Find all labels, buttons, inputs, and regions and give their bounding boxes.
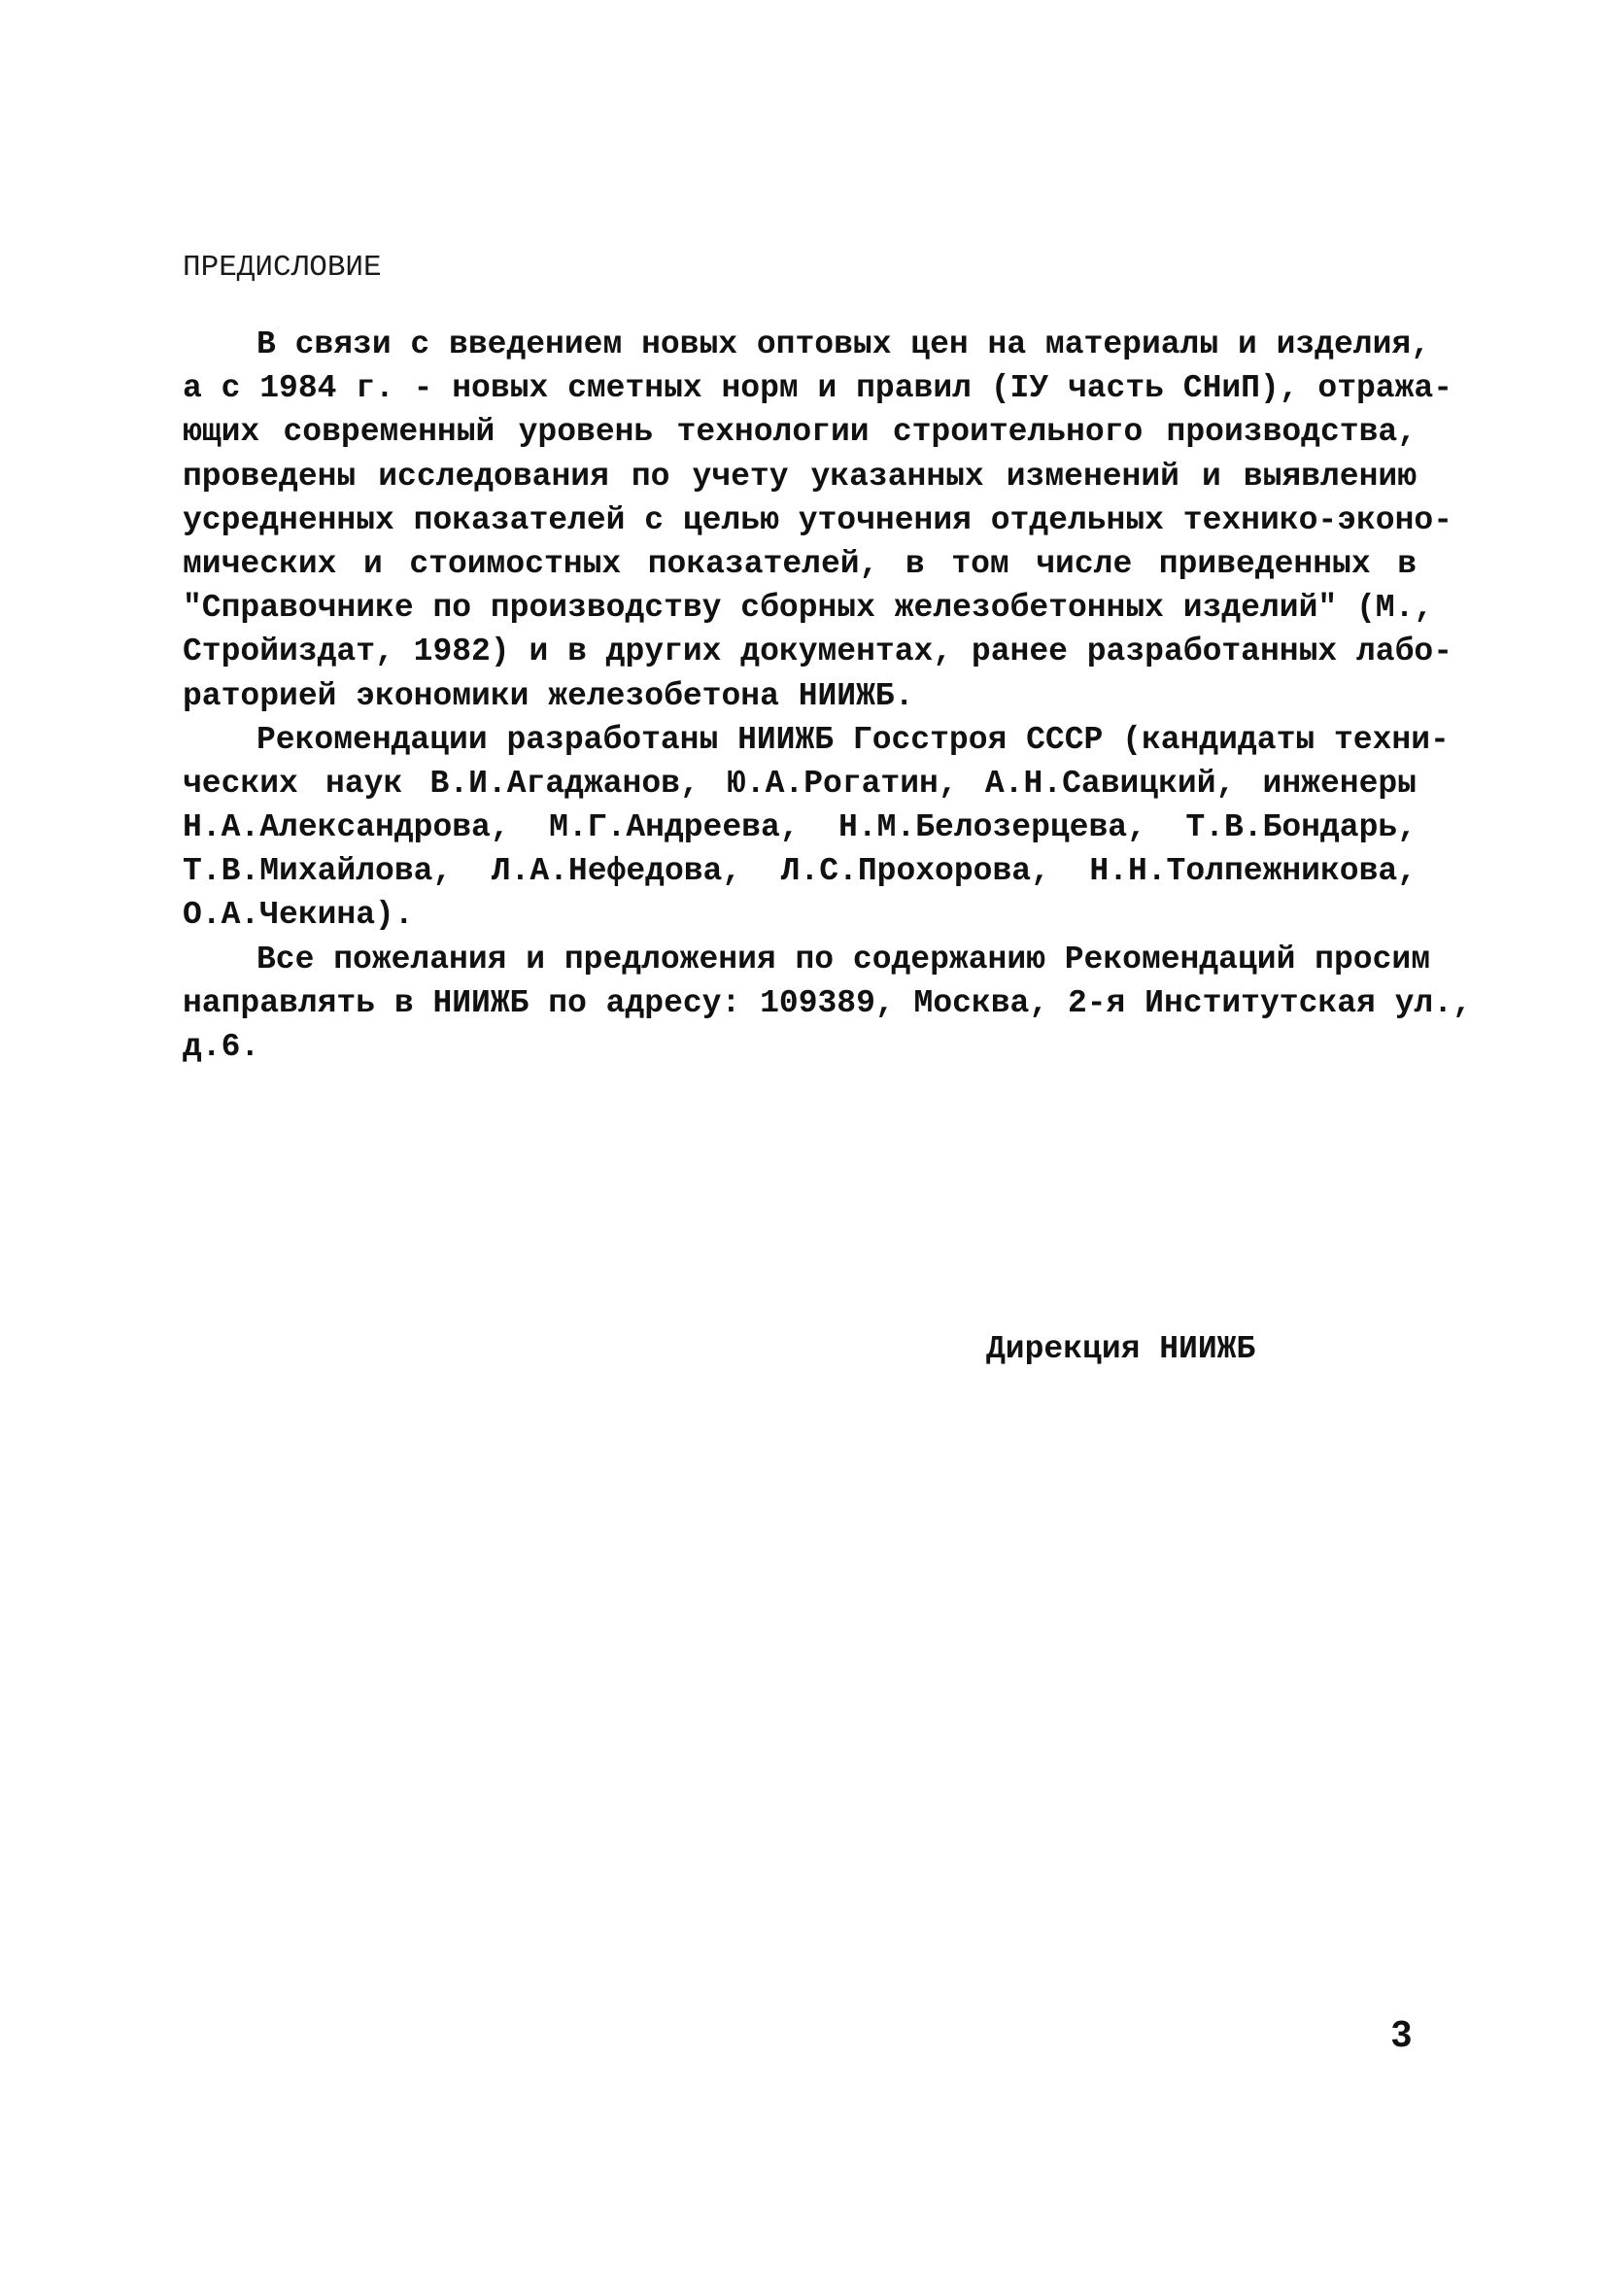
text-line: направлять в НИИЖБ по адресу: 109389, Москва, 2-я Институтская ул.,	[183, 984, 1472, 1021]
paragraph-intro	[183, 323, 1453, 718]
text-line: В связи с введением новых оптовых цен на материалы и изделия,	[256, 326, 1430, 362]
text-line: Т.В.Михайлова, Л.А.Нефедова, Л.С.Прохорова, Н.Н.Толпежникова,	[183, 853, 1417, 890]
text-line: раторией экономики железобетона НИИЖБ.	[183, 677, 914, 714]
text-line: ющих современный уровень технологии строительного производства,	[183, 414, 1417, 451]
preface-body	[183, 323, 1472, 1069]
text-line: усредненных показателей с целью уточнения отдельных технико-эконо-	[183, 501, 1453, 538]
paragraph-authors	[183, 718, 1450, 938]
text-line: "Справочнике по производству сборных железобетонных изделий" (М.,	[183, 590, 1434, 627]
text-line: Рекомендации разработаны НИИЖБ Госстроя СССР (кандидаты техни-	[256, 721, 1450, 758]
text-line: проведены исследования по учету указанных изменений и выявлению	[183, 458, 1417, 495]
text-line: Н.А.Александрова, М.Г.Андреева, Н.М.Белозерцева, Т.В.Бондарь,	[183, 809, 1417, 846]
page-number: 3	[1391, 2014, 1413, 2055]
text-line: О.А.Чекина).	[183, 897, 414, 934]
text-line: Стройиздат, 1982) и в других документах, ранее разработанных лабо-	[183, 634, 1453, 670]
signature: Дирекция НИИЖБ	[986, 1331, 1256, 1367]
text-line: а с 1984 г. - новых сметных норм и правил (IУ часть СНиП), отража-	[183, 370, 1453, 407]
text-line: д.6.	[183, 1029, 260, 1065]
preface-heading: ПРЕДИСЛОВИЕ	[183, 251, 382, 285]
text-line: мических и стоимостных показателей, в том числе приведенных в	[183, 545, 1417, 582]
paragraph-contact	[183, 938, 1472, 1070]
text-line: Все пожелания и предложения по содержанию Рекомендаций просим	[256, 941, 1430, 977]
text-line: ческих наук В.И.Агаджанов, Ю.А.Рогатин, А.Н.Савицкий, инженеры	[183, 765, 1417, 802]
